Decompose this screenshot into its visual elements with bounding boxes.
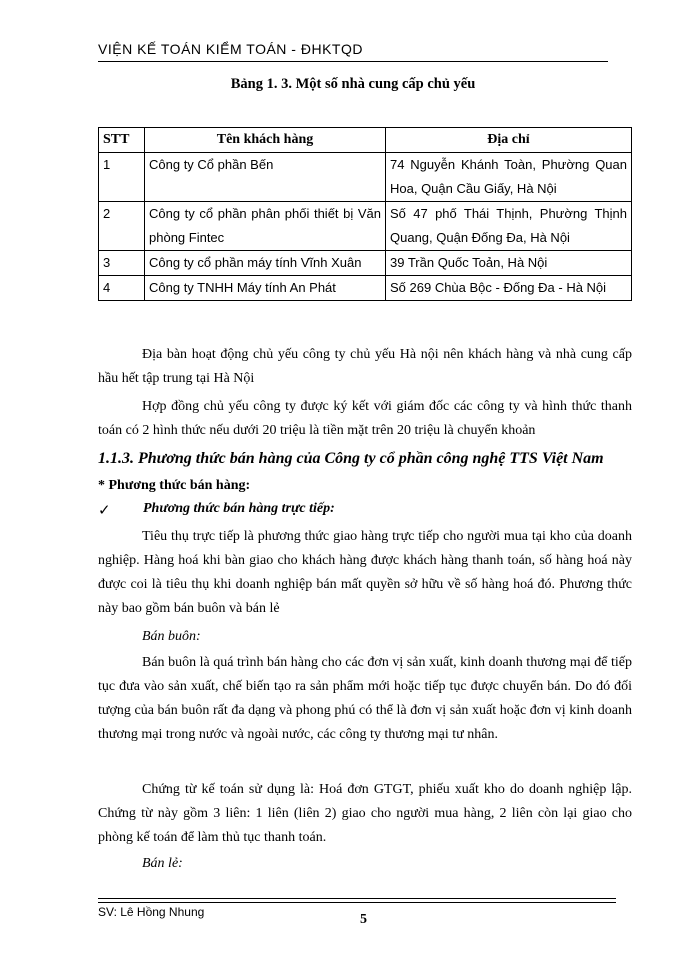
cell-name: Công ty cổ phần phân phối thiết bị Văn phòng Fintec bbox=[145, 202, 386, 251]
cell-stt: 2 bbox=[99, 202, 145, 251]
table-row bbox=[99, 276, 632, 301]
col-stt: STT bbox=[99, 128, 145, 153]
cell-stt: 4 bbox=[99, 276, 145, 301]
col-address: Địa chỉ bbox=[386, 128, 632, 153]
supplier-table bbox=[98, 127, 632, 301]
paragraph-direct-sale: Tiêu thụ trực tiếp là phương thức giao hàng trực tiếp cho người mua tại kho của doanh nghiệp. Hàng hoá khi bàn giao cho khách hàng được khách hàng thanh toán, số hàng hoá này được coi là tiêu thụ khi doanh nghiệp bán mất quyền sở hữu về số hàng hoá đó. Phương thức này bao gồm bán buôn và bán lẻ bbox=[98, 529, 632, 616]
cell-stt: 1 bbox=[99, 153, 145, 202]
subsection-heading: * Phương thức bán hàng: bbox=[98, 478, 251, 493]
cell-address: 39 Trần Quốc Toản, Hà Nội bbox=[386, 251, 632, 276]
cell-name: Công ty TNHH Máy tính An Phát bbox=[145, 276, 386, 301]
paragraph-location: Địa bàn hoạt động chủ yếu công ty chủ yếu Hà nội nên khách hàng và nhà cung cấp hầu hết tập trung tại Hà Nội bbox=[98, 347, 632, 386]
footer-divider bbox=[98, 902, 616, 903]
cell-address: Số 47 phố Thái Thịnh, Phường Thịnh Quang, Quận Đống Đa, Hà Nội bbox=[386, 202, 632, 251]
cell-name: Công ty cổ phần máy tính Vĩnh Xuân bbox=[145, 251, 386, 276]
wholesale-label: Bán buôn: bbox=[142, 629, 201, 644]
cell-stt: 3 bbox=[99, 251, 145, 276]
paragraph-wholesale: Bán buôn là quá trình bán hàng cho các đơn vị sản xuất, kinh doanh thương mại để tiếp tục đưa vào sản xuất, chế biến tạo ra sản phẩm mới hoặc tiếp tục được chuyển bán. Do đó đối tượng của bán buôn rất đa dạng và phong phú có thể là đơn vị sản xuất hoặc đơn vị kinh doanh thương mại trong nước và ngoài nước, các công ty thương mại tư nhân. bbox=[98, 655, 632, 742]
footer-divider bbox=[98, 898, 616, 899]
paragraph-documents: Chứng từ kế toán sử dụng là: Hoá đơn GTGT, phiếu xuất kho do doanh nghiệp lập. Chứng từ này gồm 3 liên: 1 liên (liên 2) giao cho người mua hàng, 2 liên còn lại giao cho phòng kế toán để làm thủ tục thanh toán. bbox=[98, 782, 632, 845]
method-heading: Phương thức bán hàng trực tiếp: bbox=[143, 501, 335, 516]
student-name: SV: Lê Hồng Nhung bbox=[98, 905, 205, 919]
header-divider bbox=[98, 61, 608, 62]
cell-address: 74 Nguyễn Khánh Toàn, Phường Quan Hoa, Quận Cầu Giấy, Hà Nội bbox=[386, 153, 632, 202]
table-row bbox=[99, 153, 632, 202]
retail-label: Bán lẻ: bbox=[142, 856, 183, 871]
cell-address: Số 269 Chùa Bộc - Đống Đa - Hà Nội bbox=[386, 276, 632, 301]
table-row bbox=[99, 202, 632, 251]
table-header-row bbox=[99, 128, 632, 153]
header-title: VIỆN KẾ TOÁN KIỂM TOÁN - ĐHKTQD bbox=[98, 41, 363, 57]
paragraph-contract: Hợp đồng chủ yếu công ty được ký kết với giám đốc các công ty và hình thức thanh toán có 2 hình thức nếu dưới 20 triệu là tiền mặt trên 20 triệu là chuyển khoản bbox=[98, 399, 632, 438]
section-heading: 1.1.3. Phương thức bán hàng của Công ty cổ phần công nghệ TTS Việt Nam bbox=[98, 450, 604, 467]
page-number: 5 bbox=[360, 912, 367, 927]
col-name: Tên khách hàng bbox=[145, 128, 386, 153]
cell-name: Công ty Cổ phần Bến bbox=[145, 153, 386, 202]
table-title: Bảng 1. 3. Một số nhà cung cấp chủ yếu bbox=[230, 76, 476, 92]
table-row bbox=[99, 251, 632, 276]
checkmark-icon: ✓ bbox=[98, 503, 111, 519]
